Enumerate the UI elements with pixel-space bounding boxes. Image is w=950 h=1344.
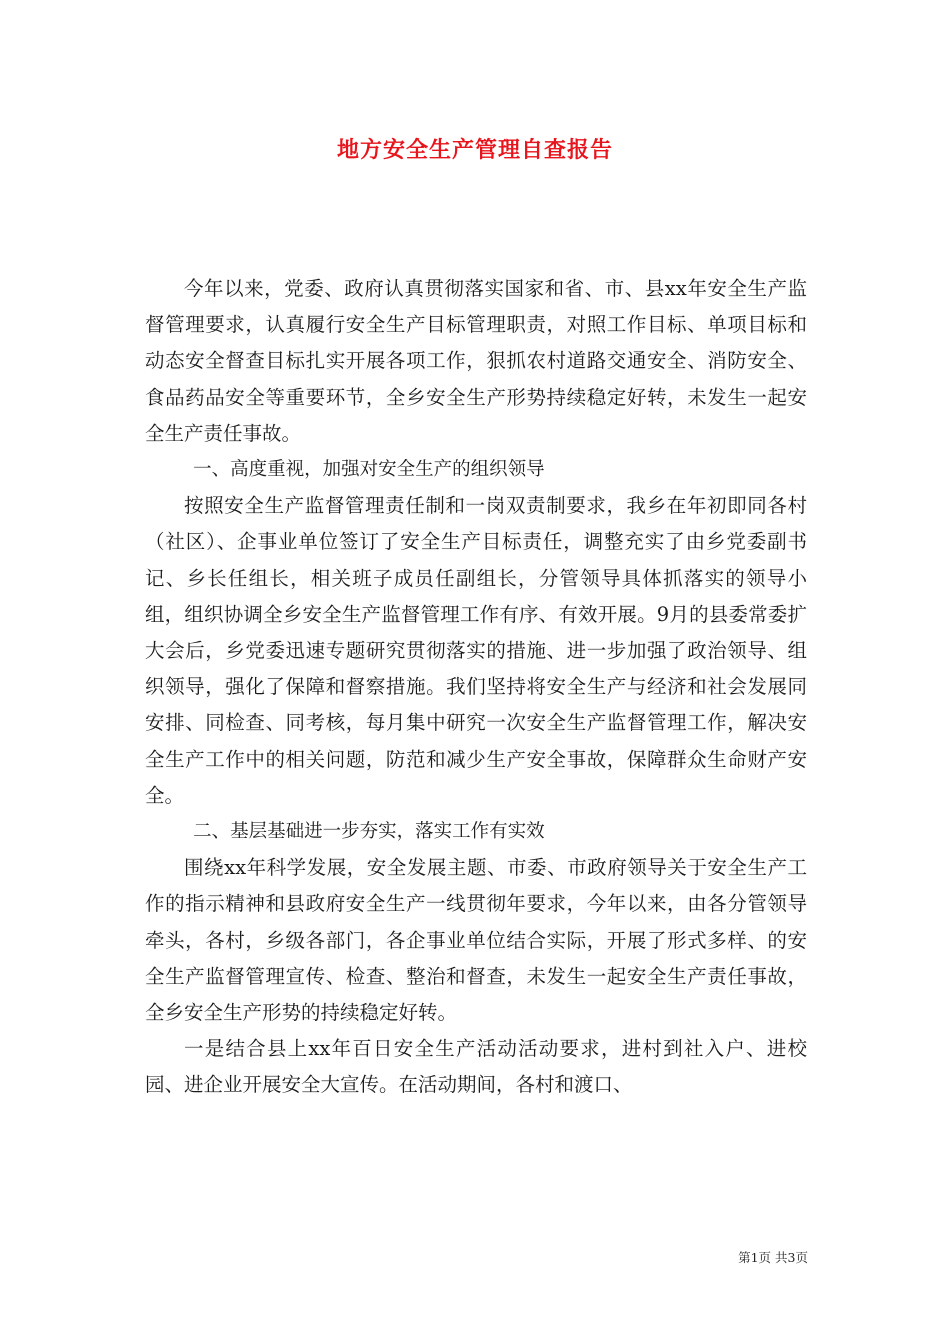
paragraph-section-2: 围绕xx年科学发展，安全发展主题、市委、市政府领导关于安全生产工作的指示精神和县政府安全生产一线贯彻年要求，今年以来，由各分管领导牵头，各村，乡级各部门，各企事业单位结合实际，开展了形式多样、的安全生产监督管理宣传、检查、整治和督查，未发生一起安全生产责任事故，全乡安全生产形势的持续稳定好转。 [145,856,807,1025]
paragraph-section-1: 按照安全生产监督管理责任制和一岗双责制要求，我乡在年初即同各村（社区）、企事业单位签订了安全生产目标责任，调整充实了由乡党委副书记、乡长任组长，相关班子成员任副组长，分管领导具体抓落实的领导小组，组织协调全乡安全生产监督管理工作有序、有效开展。9月的县委常委扩大会后，乡党委迅速专题研究贯彻落实的措施、进一步加强了政治领导、组织领导，强化了保障和督察措施。我们坚持将安全生产与经济和社会发展同安排、同检查、同考核，每月集中研究一次安全生产监督管理工作，解决安全生产工作中的相关问题，防范和减少生产安全事故，保障群众生命财产安全。 [145,494,807,807]
section-heading-1: 一、高度重视，加强对安全生产的组织领导 [193,459,545,481]
section-heading-2: 二、基层基础进一步夯实，落实工作有实效 [193,821,545,843]
paragraph-intro: 今年以来，党委、政府认真贯彻落实国家和省、市、县xx年安全生产监督管理要求，认真履行安全生产目标管理职责，对照工作目标、单项目标和动态安全督查目标扎实开展各项工作，狠抓农村道路交通安全、消防安全、食品药品安全等重要环节，全乡安全生产形势持续稳定好转，未发生一起安全生产责任事故。 [145,277,807,445]
paragraph-section-2-item-1: 一是结合县上xx年百日安全生产活动活动要求，进村到社入户、进校园、进企业开展安全大宣传。在活动期间，各村和渡口、 [145,1037,807,1097]
page-number-footer: 第1页 共3页 [738,1250,808,1265]
document-title: 地方安全生产管理自查报告 [336,137,613,163]
document-body [145,271,807,1104]
